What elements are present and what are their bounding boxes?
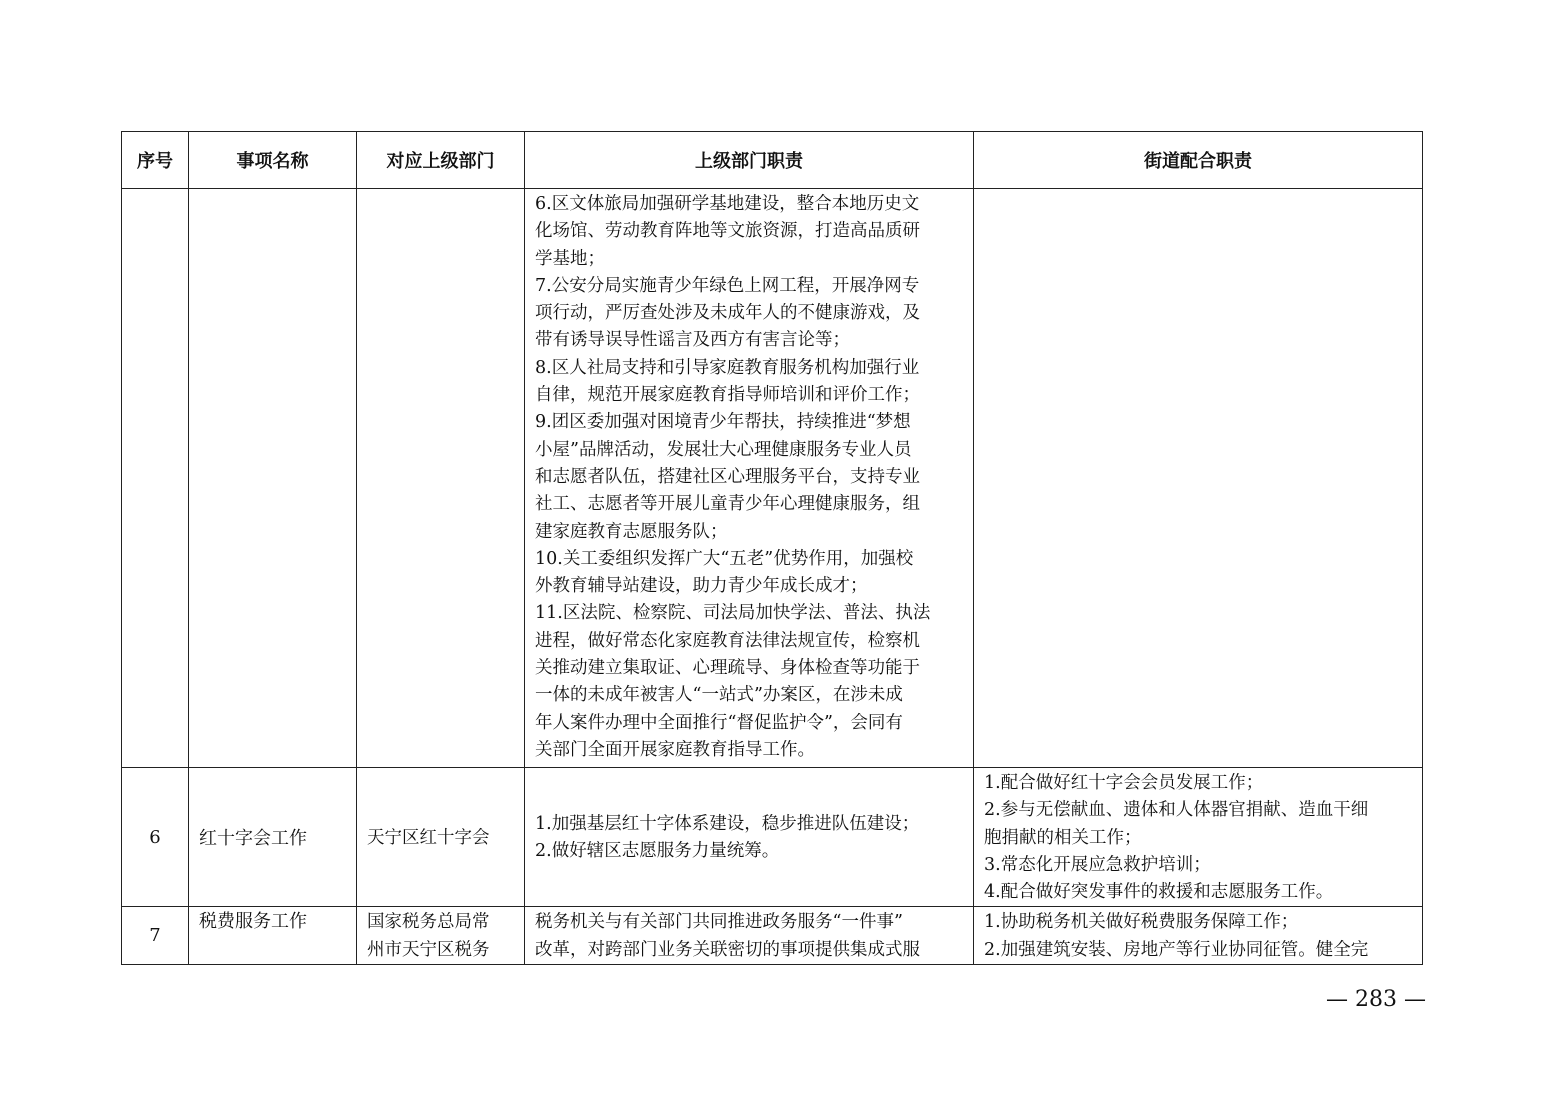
table-row: [122, 907, 1423, 965]
text-line: 天宁区红十字会: [367, 827, 490, 848]
header-superior-dept: 对应上级部门: [357, 132, 525, 189]
header-item-name: 事项名称: [189, 132, 357, 189]
text-line: 带有诱导误导性谣言及西方有害言论等；: [535, 330, 850, 351]
superior-duties-text: [525, 907, 973, 964]
cell-dept: [357, 907, 525, 965]
text-line: 社工、志愿者等开展儿童青少年心理健康服务，组: [535, 494, 920, 515]
text-line: 胞捐献的相关工作；: [984, 827, 1142, 848]
cell-name: 税费服务工作: [189, 907, 357, 965]
cell-no: [122, 189, 189, 768]
cell-superior-duties: [525, 907, 974, 965]
text-line: 学基地；: [535, 248, 605, 269]
superior-duties-text: [525, 189, 973, 764]
text-line: 项行动，严厉查处涉及未成年人的不健康游戏，及: [535, 303, 920, 324]
text-line: 外教育辅导站建设，助力青少年成长成才；: [535, 576, 868, 597]
text-line: 关部门全面开展家庭教育指导工作。: [535, 739, 815, 760]
street-duties-text: [974, 768, 1422, 906]
text-line: 自律，规范开展家庭教育指导师培训和评价工作；: [535, 385, 920, 406]
text-line: 7.公安分局实施青少年绿色上网工程，开展净网专: [535, 275, 920, 296]
header-superior-duties: 上级部门职责: [525, 132, 974, 189]
street-duties-text: [974, 907, 1422, 964]
dept-text: [367, 823, 524, 852]
dept-text: [367, 907, 524, 964]
text-line: 4.配合做好突发事件的救援和志愿服务工作。: [984, 882, 1334, 903]
header-street-duties: 街道配合职责: [974, 132, 1423, 189]
table-row-continued: [122, 189, 1423, 768]
cell-no: 7: [122, 907, 189, 965]
text-line: 进程，做好常态化家庭教育法律法规宣传，检察机: [535, 630, 920, 651]
header-no: 序号: [122, 132, 189, 189]
text-line: 小屋”品牌活动，发展壮大心理健康服务专业人员: [535, 439, 912, 460]
text-line: 1.加强基层红十字体系建设，稳步推进队伍建设；: [535, 813, 920, 834]
text-line: 和志愿者队伍，搭建社区心理服务平台，支持专业: [535, 466, 920, 487]
cell-dept: [357, 768, 525, 907]
text-line: 年人案件办理中全面推行“督促监护令”，会同有: [535, 712, 903, 733]
duties-table: [121, 131, 1423, 965]
superior-duties-text: [525, 809, 973, 866]
text-line: 建家庭教育志愿服务队；: [535, 521, 728, 542]
text-line: 1.协助税务机关做好税费服务保障工作；: [984, 912, 1299, 933]
text-line: 州市天宁区税务: [367, 939, 490, 960]
text-line: 2.参与无偿献血、遗体和人体器官捐献、造血干细: [984, 800, 1369, 821]
text-line: 税务机关与有关部门共同推进政务服务“一件事”: [535, 912, 903, 933]
cell-street-duties: [974, 189, 1423, 768]
text-line: 6.区文体旅局加强研学基地建设，整合本地历史文: [535, 194, 920, 214]
text-line: 2.加强建筑安装、房地产等行业协同征管。健全完: [984, 939, 1369, 960]
text-line: 8.区人社局支持和引导家庭教育服务机构加强行业: [535, 357, 920, 378]
cell-name: 红十字会工作: [189, 768, 357, 907]
page-number: — 283 —: [1326, 987, 1426, 1012]
text-line: 2.做好辖区志愿服务力量统筹。: [535, 841, 780, 862]
cell-superior-duties: [525, 768, 974, 907]
table-header-row: [122, 132, 1423, 189]
text-line: 改革，对跨部门业务关联密切的事项提供集成式服: [535, 939, 920, 960]
text-line: 一体的未成年被害人“一站式”办案区，在涉未成: [535, 685, 903, 706]
cell-street-duties: [974, 768, 1423, 907]
text-line: 11.区法院、检察院、司法局加快学法、普法、执法: [535, 603, 931, 624]
text-line: 3.常态化开展应急救护培训；: [984, 854, 1211, 875]
cell-street-duties: [974, 907, 1423, 965]
text-line: 9.团区委加强对困境青少年帮扶，持续推进“梦想: [535, 412, 911, 433]
text-line: 化场馆、劳动教育阵地等文旅资源，打造高品质研: [535, 221, 920, 242]
cell-dept: [357, 189, 525, 768]
cell-no: 6: [122, 768, 189, 907]
text-line: 10.关工委组织发挥广大“五老”优势作用，加强校: [535, 548, 914, 569]
cell-superior-duties: [525, 189, 974, 768]
text-line: 关推动建立集取证、心理疏导、身体检查等功能于: [535, 658, 920, 679]
cell-name: [189, 189, 357, 768]
table-row: [122, 768, 1423, 907]
text-line: 1.配合做好红十字会会员发展工作；: [984, 773, 1264, 793]
text-line: 国家税务总局常: [367, 912, 490, 933]
